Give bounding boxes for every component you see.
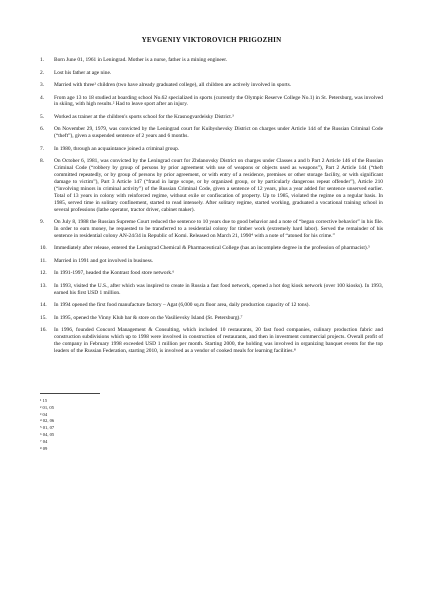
item-text: Born June 01, 1961 in Leningrad. Mother is a nurse, father is a mining engineer. <box>54 57 228 63</box>
footnote: ³ 04 <box>40 411 48 417</box>
item-number: 2. <box>40 69 45 76</box>
item-number: 4. <box>40 94 45 101</box>
item-number: 8. <box>40 158 45 165</box>
item-text: In 1994 opened the first food manufacture factory – Agat (6,000 sq.m floor area, daily production capacity of 12 tons). <box>54 302 310 309</box>
list-item <box>40 302 383 309</box>
list-item <box>40 270 383 277</box>
item-text: In 1995, opened the Vinny Klub bar & store on the Vasilievsky Island (St. Petersburg).⁷ <box>54 314 243 321</box>
footnote: ⁷ 04 <box>40 438 48 444</box>
list-item <box>40 283 383 297</box>
footnotes <box>40 398 383 452</box>
list-item <box>40 95 383 109</box>
item-text: Worked as trainer at the children's sports school for the Krasnogvardeisky District.³ <box>54 113 234 120</box>
list-item <box>40 146 383 153</box>
list-item <box>40 158 383 213</box>
item-number: 6. <box>40 126 45 133</box>
footnote: ⁶ 04, 05 <box>40 431 55 437</box>
list-item <box>40 219 383 240</box>
item-number: 9. <box>40 219 45 226</box>
item-number: 14. <box>40 302 47 309</box>
item-text: Lost his father at age nine. <box>54 69 112 76</box>
list-item <box>40 70 383 77</box>
item-text: Married with three¹ children (two have already graduated college), all children are actively involved in sports. <box>54 82 292 88</box>
list-item <box>40 258 383 265</box>
item-number: 7. <box>40 145 45 152</box>
list-item <box>40 114 383 121</box>
list-item <box>40 126 383 140</box>
biography-list <box>40 57 383 355</box>
item-number: 16. <box>40 327 47 334</box>
footnote: ⁴ 02, 06 <box>40 418 55 424</box>
footnote: ⁵ 01, 07 <box>40 425 55 431</box>
item-number: 11. <box>40 257 47 264</box>
item-text: Married in 1991 and got involved in business. <box>54 257 154 264</box>
document-title: YEVGENIY VIKTOROVICH PRIGOZHIN <box>141 36 282 44</box>
item-number: 12. <box>40 270 47 277</box>
footnote: ⁸ 09 <box>40 445 48 451</box>
item-number: 5. <box>40 113 45 120</box>
footnote: ¹ 15 <box>40 398 48 403</box>
item-text: In 1996, founded Concord Management & Consulting, which included 10 restaurants, 20 fast food companies, culinary production fabric and construction subdivisions which up to 1998 were involved in construction of restaurants, and then in investment commercial projects. Overall profit of the company in February 1998 exceeded USD 1 million per month. Starting 2000, the holding was involved in organizing banquet events for the top leaders of the Russian Federation, starting 2010, is involved as a vendor of cooked meals for learning facilities.⁸ <box>54 327 383 355</box>
item-text: Immediately after release, entered the Leningrad Chemical & Pharmaceutical College (has an incomplete degree in the profession of pharmacist).⁵ <box>54 245 370 252</box>
list-item <box>40 315 383 322</box>
item-text: In 1991-1997, headed the Kontrast food store network.⁶ <box>54 270 175 277</box>
list-item <box>40 82 383 89</box>
item-number: 3. <box>40 82 45 88</box>
item-number: 1. <box>40 57 45 63</box>
item-text: From age 13 to 18 studied at boarding school No.62 specialized in sports (currently the Olympic Reserve College No.1) in St. Petersburg, was involved in skiing, with high results.² Had to leave sport after an injury. <box>54 94 383 108</box>
footnote-divider <box>40 393 100 394</box>
item-number: 10. <box>40 245 47 252</box>
item-number: 13. <box>40 282 47 289</box>
item-text: On July 8, 1988 the Russian Supreme Court reduced the sentence to 10 years due to good behavior and a note of “began corrective behavior” in his file. In order to earn money, he requested to be transferred to a residential colony for timber work (extremely hard labor). Served the remainder of his sentence in residential colony AN-24/34 in Republic of Komi. Released on March 21, 1990⁴ with a note of “atoned for his crime.” <box>54 219 383 239</box>
item-text: On October 6, 1981, was convicted by the Leningrad court for Zhdanovsky District on charges under Classes a and b Part 2 Article 146 of the Russian Criminal Code (“robbery by group of persons by prior agreement with use of weapons or objects used as weapons”), Part 2 Article 144 (“theft committed repeatedly, or by group of persons by prior agreement, or with entry of a residence, premises or other storage facility, or with significant damage to victim”), Part 3 Article 147 (“fraud in large scope, or by organized group, or by particularly dangerous repeat offender”), Article 210 (“involving minors in criminal activity”) of the Russian Criminal Code, given a sentence of 12 years, plus a year added for sentence unserved earlier. Total of 13 years in colony with reinforced regime, without exile or confiscation of property. Up to 1985, violated the regime on a regular basis. In 1985, served time in solitary confinement, started to read intensely. After solitary regime, started working, graduated a vocational training school in several professions (lathe operator, tractor driver, cabinet maker). <box>54 158 383 213</box>
item-text: In 1993, visited the U.S., after which was inspired to create in Russia a fast food network, opened a hot dog kiosk network (over 100 kiosks). In 1993, earned his first USD 1 million. <box>54 282 383 296</box>
item-number: 15. <box>40 314 47 321</box>
item-text: In 1980, through an acquaintance joined a criminal group. <box>54 145 180 152</box>
list-item <box>40 57 383 64</box>
item-text: On November 29, 1979, was convicted by the Leningrad court for Kuibyshevsky District on charges under Article 144 of the Russian Criminal Code (“theft”), given a suspended sentence of 2 years and 6 months. <box>54 126 383 140</box>
footnote: ² 01, 05 <box>40 404 55 410</box>
list-item <box>40 245 383 252</box>
list-item <box>40 327 383 355</box>
